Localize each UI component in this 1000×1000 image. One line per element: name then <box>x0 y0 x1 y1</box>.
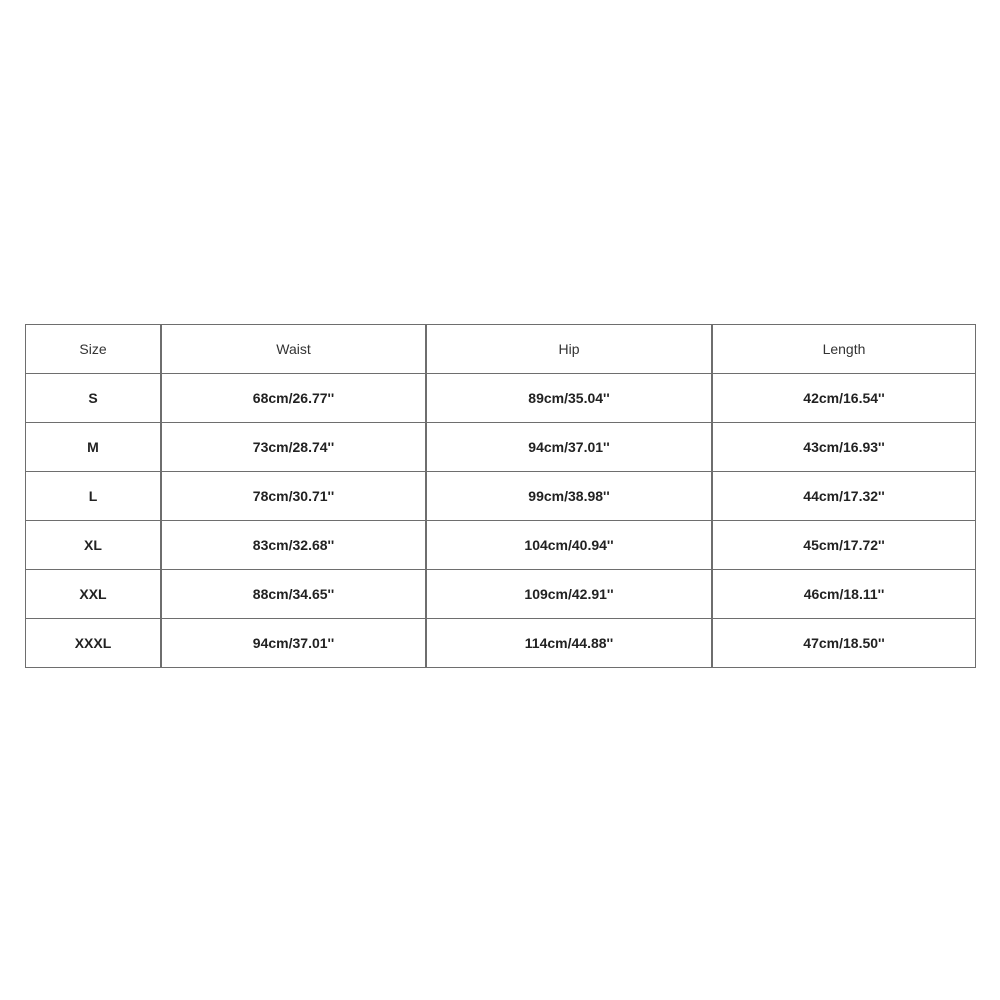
cell-length: 42cm/16.54'' <box>712 374 976 423</box>
cell-hip: 94cm/37.01'' <box>426 423 712 472</box>
cell-hip: 89cm/35.04'' <box>426 374 712 423</box>
cell-waist: 68cm/26.77'' <box>161 374 426 423</box>
cell-size: S <box>26 374 161 423</box>
cell-waist: 94cm/37.01'' <box>161 619 426 668</box>
cell-length: 43cm/16.93'' <box>712 423 976 472</box>
size-chart-table <box>25 324 976 668</box>
cell-length: 47cm/18.50'' <box>712 619 976 668</box>
cell-waist: 78cm/30.71'' <box>161 472 426 521</box>
cell-length: 46cm/18.11'' <box>712 570 976 619</box>
table-header-row <box>26 325 976 374</box>
cell-length: 44cm/17.32'' <box>712 472 976 521</box>
cell-hip: 99cm/38.98'' <box>426 472 712 521</box>
table-row <box>26 472 976 521</box>
cell-size: XL <box>26 521 161 570</box>
header-waist: Waist <box>161 325 426 374</box>
header-length: Length <box>712 325 976 374</box>
cell-size: M <box>26 423 161 472</box>
cell-length: 45cm/17.72'' <box>712 521 976 570</box>
cell-hip: 114cm/44.88'' <box>426 619 712 668</box>
table-row <box>26 619 976 668</box>
cell-size: L <box>26 472 161 521</box>
header-size: Size <box>26 325 161 374</box>
table-row <box>26 521 976 570</box>
cell-size: XXXL <box>26 619 161 668</box>
table-row <box>26 570 976 619</box>
cell-waist: 83cm/32.68'' <box>161 521 426 570</box>
cell-waist: 73cm/28.74'' <box>161 423 426 472</box>
cell-hip: 104cm/40.94'' <box>426 521 712 570</box>
cell-waist: 88cm/34.65'' <box>161 570 426 619</box>
header-hip: Hip <box>426 325 712 374</box>
cell-hip: 109cm/42.91'' <box>426 570 712 619</box>
cell-size: XXL <box>26 570 161 619</box>
table-row <box>26 374 976 423</box>
table-row <box>26 423 976 472</box>
